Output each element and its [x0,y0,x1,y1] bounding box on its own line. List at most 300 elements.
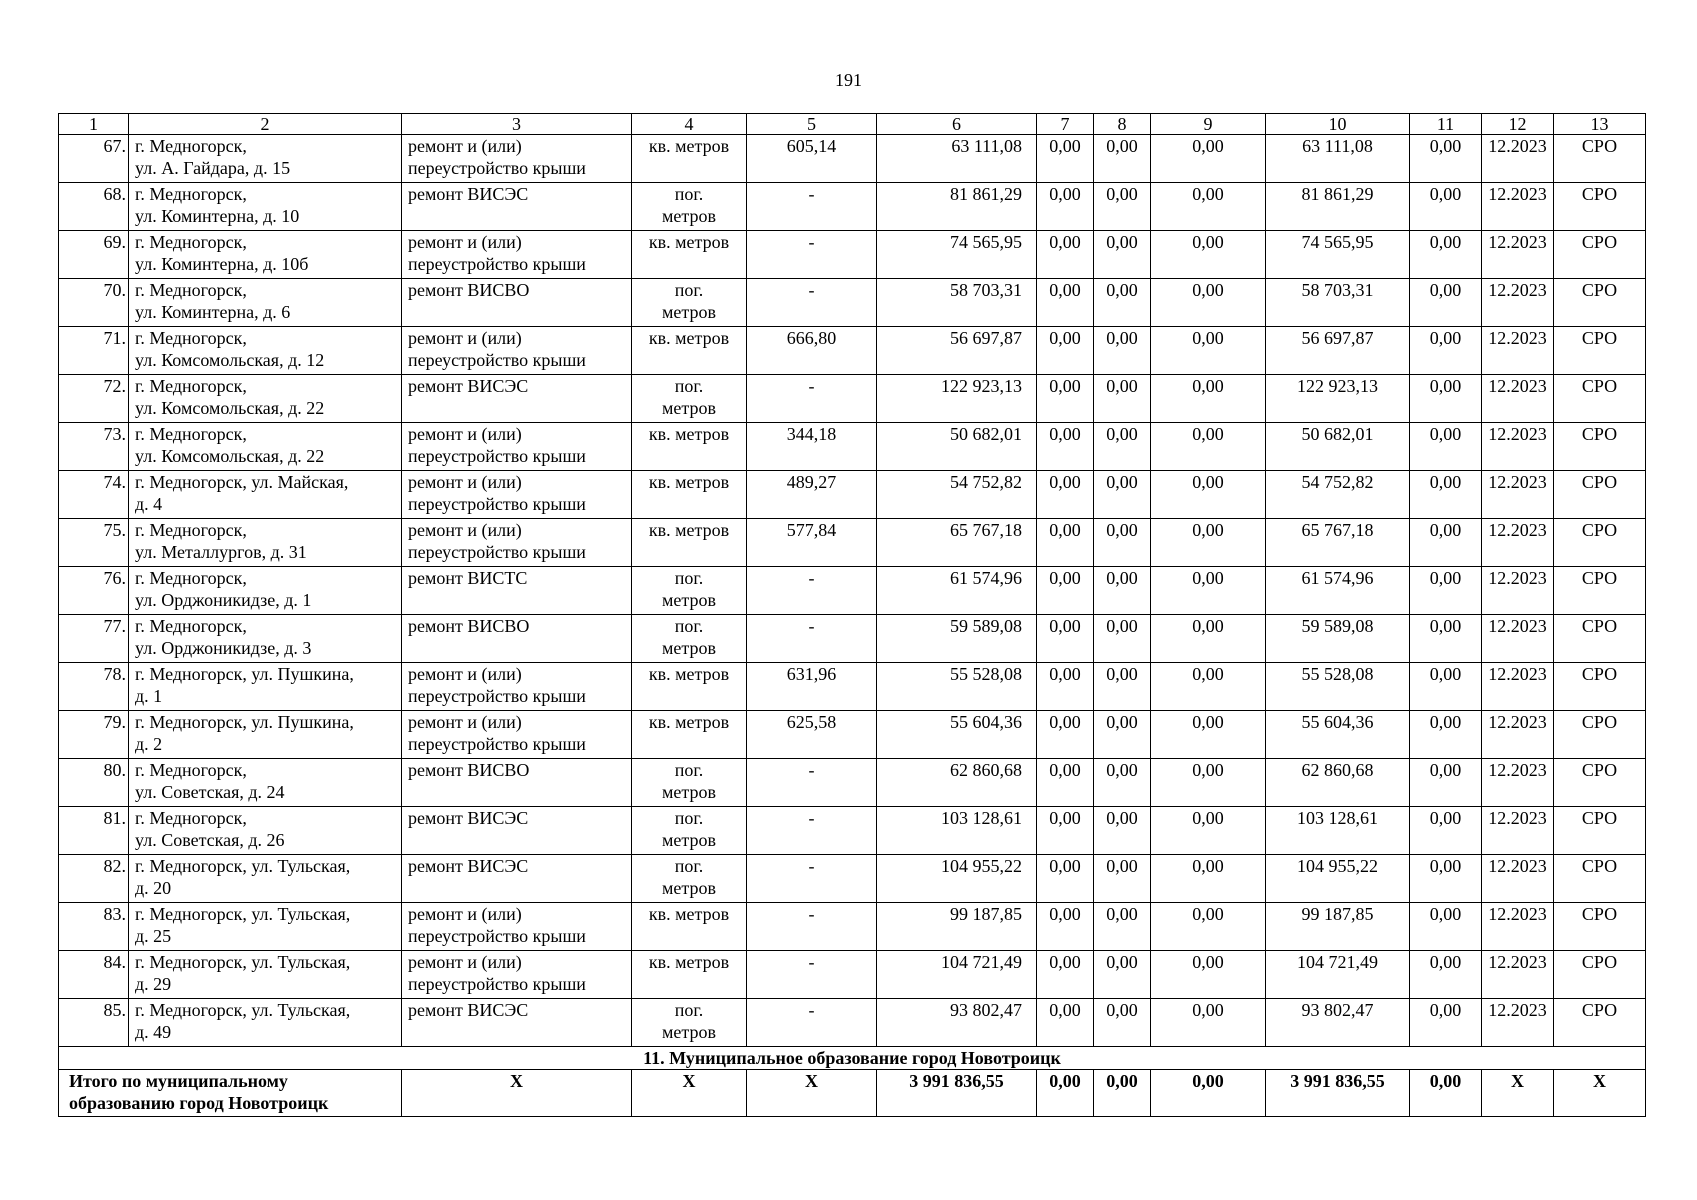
address-cell-line: д. 29 [135,974,172,994]
col10-cell: 103 128,61 [1266,807,1410,855]
total-label [59,1070,402,1117]
deadline-cell: 12.2023 [1482,999,1554,1047]
col11-cell: 0,00 [1410,615,1482,663]
column-header: 12 [1482,114,1554,135]
table-row [59,423,1646,471]
total-row [59,1070,1646,1117]
col9-cell: 0,00 [1151,375,1266,423]
work-type-cell-line: ремонт и (или) [408,664,522,684]
executor-cell: СРО [1554,807,1646,855]
address-cell-line: ул. Коминтерна, д. 10 [135,206,300,226]
col10-cell: 104 955,22 [1266,855,1410,903]
address-cell-line: г. Медногорск, ул. Тульская, [135,856,351,876]
table-row [59,807,1646,855]
col8-cell: 0,00 [1094,903,1151,951]
address-cell-line: ул. Коминтерна, д. 10б [135,254,309,274]
deadline-cell: 12.2023 [1482,135,1554,183]
total-cost-cell: 81 861,29 [877,183,1037,231]
address-cell-line: г. Медногорск, ул. Тульская, [135,952,351,972]
address-cell-line: ул. Комсомольская, д. 22 [135,446,325,466]
col9-cell: 0,00 [1151,231,1266,279]
work-type-cell [402,615,632,663]
deadline-cell: 12.2023 [1482,327,1554,375]
work-type-cell-line: ремонт и (или) [408,712,522,732]
work-type-cell [402,423,632,471]
quantity-cell: 666,80 [747,327,877,375]
col8-cell: 0,00 [1094,951,1151,999]
total-cost-cell: 55 604,36 [877,711,1037,759]
unit-cell-line: пог. [674,184,704,204]
total-label-line: Итого по муниципальному [69,1071,288,1091]
work-type-cell-line: переустройство крыши [408,542,586,562]
quantity-cell: - [747,615,877,663]
total-cost-cell: 58 703,31 [877,279,1037,327]
work-type-cell-line: переустройство крыши [408,254,586,274]
address-cell-line: г. Медногорск, [135,760,247,780]
deadline-cell: 12.2023 [1482,375,1554,423]
work-type-cell-line: ремонт и (или) [408,520,522,540]
col7-cell: 0,00 [1037,999,1094,1047]
work-type-cell [402,471,632,519]
unit-cell [632,471,747,519]
col8-cell: 0,00 [1094,855,1151,903]
row-number: 67. [59,135,129,183]
quantity-cell: 625,58 [747,711,877,759]
work-type-cell [402,663,632,711]
col11-cell: 0,00 [1410,135,1482,183]
address-cell-line: ул. Орджоникидзе, д. 1 [135,590,312,610]
address-cell-line: ул. Комсомольская, д. 12 [135,350,325,370]
col10-cell: 74 565,95 [1266,231,1410,279]
unit-cell-line: пог. [674,280,704,300]
work-type-cell-line: переустройство крыши [408,350,586,370]
table-row [59,183,1646,231]
col11-cell: 0,00 [1410,519,1482,567]
row-number: 69. [59,231,129,279]
executor-cell: СРО [1554,279,1646,327]
quantity-cell: - [747,231,877,279]
col9-cell: 0,00 [1151,615,1266,663]
col8-cell: 0,00 [1094,279,1151,327]
work-type-cell-line: ремонт ВИСВО [408,280,530,300]
work-type-cell-line: ремонт ВИСЭС [408,856,529,876]
address-cell [129,615,402,663]
deadline-cell: 12.2023 [1482,711,1554,759]
unit-cell [632,951,747,999]
address-cell-line: г. Медногорск, [135,616,247,636]
col10-cell: 81 861,29 [1266,183,1410,231]
address-cell-line: ул. Орджоникидзе, д. 3 [135,638,312,658]
col10-cell: 58 703,31 [1266,279,1410,327]
work-type-cell-line: переустройство крыши [408,974,586,994]
col8-cell: 0,00 [1094,519,1151,567]
deadline-cell: 12.2023 [1482,471,1554,519]
total-cost-cell: 55 528,08 [877,663,1037,711]
col11-cell: 0,00 [1410,567,1482,615]
table-row [59,519,1646,567]
work-type-cell-line: ремонт ВИСТС [408,568,528,588]
column-header: 2 [129,114,402,135]
row-number: 81. [59,807,129,855]
address-cell [129,423,402,471]
col11-cell: 0,00 [1410,711,1482,759]
unit-cell-line: кв. метров [648,664,730,684]
work-type-cell-line: переустройство крыши [408,446,586,466]
total-cost-cell: 122 923,13 [877,375,1037,423]
col8-cell: 0,00 [1094,183,1151,231]
total-c4-cell: X [632,1070,747,1117]
col10-cell: 93 802,47 [1266,999,1410,1047]
col11-cell: 0,00 [1410,423,1482,471]
column-header: 11 [1410,114,1482,135]
column-header: 6 [877,114,1037,135]
unit-cell [632,519,747,567]
quantity-cell: - [747,951,877,999]
address-cell-line: ул. Металлургов, д. 31 [135,542,307,562]
quantity-cell: - [747,375,877,423]
work-type-cell-line: ремонт и (или) [408,904,522,924]
total-cost-cell: 63 111,08 [877,135,1037,183]
work-type-cell [402,711,632,759]
total-cost-cell: 59 589,08 [877,615,1037,663]
row-number: 70. [59,279,129,327]
col11-cell: 0,00 [1410,951,1482,999]
col7-cell: 0,00 [1037,375,1094,423]
unit-cell-line: пог. [674,760,704,780]
address-cell-line: г. Медногорск, [135,280,247,300]
unit-cell-line: метров [662,782,716,802]
col11-cell: 0,00 [1410,327,1482,375]
address-cell-line: д. 4 [135,494,163,514]
row-number: 82. [59,855,129,903]
col10-cell: 55 528,08 [1266,663,1410,711]
col7-cell: 0,00 [1037,471,1094,519]
address-cell-line: д. 1 [135,686,163,706]
address-cell [129,711,402,759]
column-header: 10 [1266,114,1410,135]
work-type-cell-line: ремонт ВИСЭС [408,808,529,828]
col7-cell: 0,00 [1037,807,1094,855]
col7-cell: 0,00 [1037,855,1094,903]
work-type-cell [402,855,632,903]
executor-cell: СРО [1554,999,1646,1047]
executor-cell: СРО [1554,423,1646,471]
column-header: 5 [747,114,877,135]
unit-cell-line: метров [662,830,716,850]
deadline-cell: 12.2023 [1482,855,1554,903]
total-c11-cell: 0,00 [1410,1070,1482,1117]
col9-cell: 0,00 [1151,855,1266,903]
total-cost-cell: 56 697,87 [877,327,1037,375]
total-cost-cell: 62 860,68 [877,759,1037,807]
total-c5-cell: X [747,1070,877,1117]
table-row [59,999,1646,1047]
address-cell [129,375,402,423]
row-number: 78. [59,663,129,711]
address-cell [129,807,402,855]
col10-cell: 62 860,68 [1266,759,1410,807]
col10-cell: 61 574,96 [1266,567,1410,615]
work-type-cell [402,951,632,999]
col7-cell: 0,00 [1037,231,1094,279]
unit-cell [632,807,747,855]
address-cell-line: г. Медногорск, ул. Майская, [135,472,349,492]
address-cell-line: г. Медногорск, [135,184,247,204]
work-type-cell-line: переустройство крыши [408,734,586,754]
section-title-row [59,1047,1646,1070]
executor-cell: СРО [1554,615,1646,663]
address-cell-line: г. Медногорск, [135,424,247,444]
col10-cell: 55 604,36 [1266,711,1410,759]
col8-cell: 0,00 [1094,999,1151,1047]
quantity-cell: - [747,855,877,903]
col11-cell: 0,00 [1410,663,1482,711]
total-c7-cell: 0,00 [1037,1070,1094,1117]
work-type-cell-line: ремонт и (или) [408,328,522,348]
col9-cell: 0,00 [1151,951,1266,999]
work-type-cell-line: ремонт ВИСЭС [408,184,529,204]
row-number: 83. [59,903,129,951]
total-cost-cell: 74 565,95 [877,231,1037,279]
table-row [59,231,1646,279]
col7-cell: 0,00 [1037,423,1094,471]
unit-cell-line: пог. [674,616,704,636]
col10-cell: 122 923,13 [1266,375,1410,423]
unit-cell-line: метров [662,638,716,658]
col10-cell: 50 682,01 [1266,423,1410,471]
unit-cell [632,855,747,903]
quantity-cell: 577,84 [747,519,877,567]
total-label-line: образованию город Новотроицк [69,1093,329,1113]
address-cell [129,327,402,375]
total-cost-cell: 104 955,22 [877,855,1037,903]
address-cell [129,567,402,615]
address-cell-line: г. Медногорск, [135,328,247,348]
work-type-cell [402,759,632,807]
total-cost-cell: 93 802,47 [877,999,1037,1047]
work-type-cell-line: ремонт ВИСЭС [408,376,529,396]
work-type-cell-line: переустройство крыши [408,686,586,706]
col8-cell: 0,00 [1094,327,1151,375]
work-type-cell-line: ремонт и (или) [408,952,522,972]
section-title: 11. Муниципальное образование город Новотроицк [59,1047,1646,1070]
col7-cell: 0,00 [1037,327,1094,375]
unit-cell-line: метров [662,590,716,610]
col8-cell: 0,00 [1094,711,1151,759]
col7-cell: 0,00 [1037,903,1094,951]
col10-cell: 59 589,08 [1266,615,1410,663]
row-number: 73. [59,423,129,471]
total-cost-cell: 54 752,82 [877,471,1037,519]
deadline-cell: 12.2023 [1482,807,1554,855]
col9-cell: 0,00 [1151,471,1266,519]
work-type-cell-line: ремонт ВИСВО [408,760,530,780]
quantity-cell: 631,96 [747,663,877,711]
col10-cell: 104 721,49 [1266,951,1410,999]
executor-cell: СРО [1554,567,1646,615]
table-row [59,903,1646,951]
column-header: 4 [632,114,747,135]
col8-cell: 0,00 [1094,663,1151,711]
work-type-cell [402,807,632,855]
unit-cell-line: кв. метров [648,904,730,924]
col10-cell: 63 111,08 [1266,135,1410,183]
unit-cell-line: кв. метров [648,136,730,156]
col10-cell: 99 187,85 [1266,903,1410,951]
col9-cell: 0,00 [1151,567,1266,615]
unit-cell [632,903,747,951]
col7-cell: 0,00 [1037,183,1094,231]
col11-cell: 0,00 [1410,231,1482,279]
address-cell-line: ул. Советская, д. 24 [135,782,285,802]
work-type-cell-line: переустройство крыши [408,158,586,178]
address-cell-line: ул. Комсомольская, д. 22 [135,398,325,418]
deadline-cell: 12.2023 [1482,663,1554,711]
row-number: 85. [59,999,129,1047]
executor-cell: СРО [1554,375,1646,423]
address-cell-line: д. 2 [135,734,163,754]
column-header: 7 [1037,114,1094,135]
col8-cell: 0,00 [1094,567,1151,615]
row-number: 79. [59,711,129,759]
executor-cell: СРО [1554,327,1646,375]
unit-cell-line: кв. метров [648,952,730,972]
address-cell-line: г. Медногорск, [135,568,247,588]
col11-cell: 0,00 [1410,375,1482,423]
total-cost-cell: 50 682,01 [877,423,1037,471]
col8-cell: 0,00 [1094,423,1151,471]
deadline-cell: 12.2023 [1482,759,1554,807]
unit-cell-line: метров [662,302,716,322]
row-number: 74. [59,471,129,519]
col11-cell: 0,00 [1410,807,1482,855]
address-cell [129,999,402,1047]
unit-cell-line: кв. метров [648,424,730,444]
address-cell-line: д. 25 [135,926,172,946]
quantity-cell: - [747,999,877,1047]
work-type-cell-line: ремонт и (или) [408,136,522,156]
quantity-cell: - [747,183,877,231]
address-cell-line: г. Медногорск, ул. Пушкина, [135,712,354,732]
executor-cell: СРО [1554,759,1646,807]
total-c13-cell: X [1554,1070,1646,1117]
col8-cell: 0,00 [1094,375,1151,423]
col9-cell: 0,00 [1151,903,1266,951]
unit-cell [632,759,747,807]
col8-cell: 0,00 [1094,231,1151,279]
work-type-cell-line: ремонт и (или) [408,232,522,252]
col8-cell: 0,00 [1094,759,1151,807]
table-row [59,567,1646,615]
address-cell-line: ул. А. Гайдара, д. 15 [135,158,291,178]
col8-cell: 0,00 [1094,135,1151,183]
executor-cell: СРО [1554,519,1646,567]
address-cell [129,855,402,903]
unit-cell-line: кв. метров [648,232,730,252]
executor-cell: СРО [1554,231,1646,279]
col11-cell: 0,00 [1410,183,1482,231]
unit-cell [632,663,747,711]
col11-cell: 0,00 [1410,999,1482,1047]
col7-cell: 0,00 [1037,519,1094,567]
address-cell-line: г. Медногорск, ул. Тульская, [135,904,351,924]
address-cell-line: г. Медногорск, [135,376,247,396]
col8-cell: 0,00 [1094,615,1151,663]
address-cell [129,135,402,183]
col9-cell: 0,00 [1151,327,1266,375]
total-cost-cell: 61 574,96 [877,567,1037,615]
address-cell-line: д. 49 [135,1022,172,1042]
quantity-cell: - [747,759,877,807]
col9-cell: 0,00 [1151,807,1266,855]
col7-cell: 0,00 [1037,759,1094,807]
table-row [59,471,1646,519]
quantity-cell: 344,18 [747,423,877,471]
row-number: 71. [59,327,129,375]
unit-cell-line: метров [662,206,716,226]
column-header: 3 [402,114,632,135]
table-row [59,951,1646,999]
address-cell [129,231,402,279]
column-header: 13 [1554,114,1646,135]
work-type-cell-line: переустройство крыши [408,926,586,946]
quantity-cell: - [747,903,877,951]
table-body [59,114,1646,1117]
col10-cell: 56 697,87 [1266,327,1410,375]
col9-cell: 0,00 [1151,135,1266,183]
total-c8-cell: 0,00 [1094,1070,1151,1117]
total-c3-cell: X [402,1070,632,1117]
total-c6-cell: 3 991 836,55 [877,1070,1037,1117]
unit-cell [632,231,747,279]
deadline-cell: 12.2023 [1482,231,1554,279]
row-number: 75. [59,519,129,567]
work-type-cell [402,567,632,615]
col7-cell: 0,00 [1037,567,1094,615]
work-type-cell-line: ремонт ВИСЭС [408,1000,529,1020]
col7-cell: 0,00 [1037,279,1094,327]
deadline-cell: 12.2023 [1482,519,1554,567]
col11-cell: 0,00 [1410,279,1482,327]
address-cell-line: г. Медногорск, [135,808,247,828]
col9-cell: 0,00 [1151,759,1266,807]
row-number: 68. [59,183,129,231]
col9-cell: 0,00 [1151,519,1266,567]
unit-cell-line: пог. [674,1000,704,1020]
unit-cell [632,711,747,759]
table-row [59,759,1646,807]
unit-cell [632,279,747,327]
col11-cell: 0,00 [1410,759,1482,807]
address-cell-line: ул. Советская, д. 26 [135,830,285,850]
total-c9-cell: 0,00 [1151,1070,1266,1117]
work-type-cell [402,519,632,567]
executor-cell: СРО [1554,711,1646,759]
unit-cell [632,423,747,471]
total-c10-cell: 3 991 836,55 [1266,1070,1410,1117]
unit-cell-line: метров [662,878,716,898]
unit-cell-line: кв. метров [648,328,730,348]
address-cell [129,903,402,951]
executor-cell: СРО [1554,183,1646,231]
unit-cell-line: пог. [674,808,704,828]
address-cell [129,663,402,711]
col9-cell: 0,00 [1151,183,1266,231]
unit-cell-line: кв. метров [648,472,730,492]
quantity-cell: 489,27 [747,471,877,519]
unit-cell-line: пог. [674,376,704,396]
col11-cell: 0,00 [1410,903,1482,951]
